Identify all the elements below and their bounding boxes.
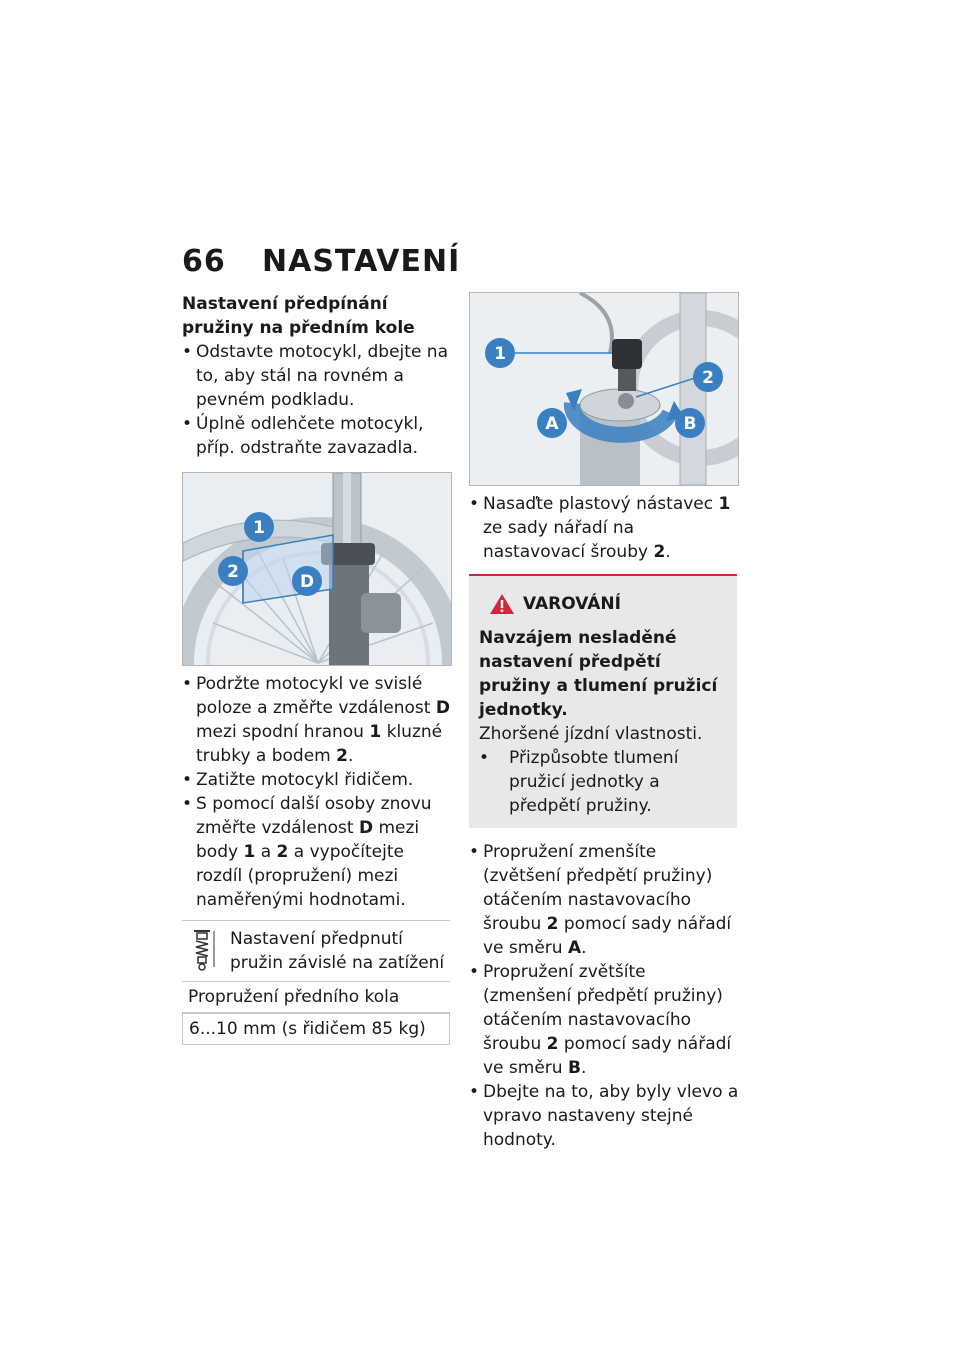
right-column [469, 292, 739, 1152]
spec-header [182, 921, 450, 982]
spec-row-label: Propružení předního kola [182, 982, 450, 1013]
spring-preload-icon [182, 927, 230, 975]
list-item: • Propružení zvětšíte (zmenšení předpětí pružiny) otáčením nastavovacího šroubu 2 pomocí sady nářadí ve směru B. [469, 960, 739, 1080]
list-item: • S pomocí další osoby znovu změřte vzdálenost D mezi body 1 a 2 a vypočítejte rozdíl (propružení) mezi naměřenými hodnotami. [182, 792, 452, 912]
list-item: • Dbejte na to, aby byly vlevo a vpravo nastaveny stejné hodnoty. [469, 1080, 739, 1152]
procedure-title: Nastavení předpínání pružiny na předním kole [182, 294, 415, 338]
page-number: 66 [182, 244, 226, 279]
adjuster-illustration [469, 292, 739, 486]
list-item: • Nasaďte plastový nástavec 1 ze sady nářadí na nastavovací šrouby 2. [469, 492, 739, 564]
callout-label: B [683, 414, 697, 434]
page-header [182, 244, 460, 279]
callout-label: D [299, 572, 315, 592]
warning-action: • Přizpůsobte tlumení pružicí jednotky a předpětí pružiny. [479, 746, 727, 818]
spec-heading: Nastavení předpnutí pružin závislé na zatížení [230, 929, 445, 973]
fork-measure-drawing [183, 473, 451, 665]
warning-triangle-icon [489, 592, 515, 616]
adjuster-drawing [470, 293, 738, 485]
list-item: • Odstavte motocykl, dbejte na to, aby stál na rovném a pevném podkladu. [182, 340, 452, 412]
left-column [182, 292, 452, 1045]
warning-consequence: Zhoršené jízdní vlastnosti. [479, 724, 703, 744]
callout-label: 1 [494, 344, 506, 364]
callout-label: 1 [253, 518, 265, 538]
list-item: • Propružení zmenšíte (zvětšení předpětí pružiny) otáčením nastavovacího šroubu 2 pomocí sady nářadí ve směru A. [469, 840, 739, 960]
spec-table [182, 920, 450, 1045]
warning-hazard: Navzájem nesladěné nastavení předpětí pružiny a tlumení pružicí jednotky. [479, 628, 718, 720]
front-fork-illustration [182, 472, 452, 666]
callout-label: 2 [227, 562, 239, 582]
warning-title-text: VAROVÁNÍ [523, 594, 621, 614]
warning-title [489, 592, 727, 616]
spec-row-value: 6...10 mm (s řidičem 85 kg) [182, 1013, 450, 1045]
callout-label: 2 [702, 368, 714, 388]
list-item: • Podržte motocykl ve svislé poloze a změřte vzdálenost D mezi spodní hranou 1 kluzné trubky a bodem 2. [182, 672, 452, 768]
list-item: • Zatižte motocykl řidičem. [182, 768, 452, 792]
section-title: NASTAVENÍ [262, 244, 461, 279]
callout-label: A [545, 414, 559, 434]
list-item: • Úplně odlehčete motocykl, příp. odstraňte zavazadla. [182, 412, 452, 460]
warning-box [469, 574, 737, 828]
